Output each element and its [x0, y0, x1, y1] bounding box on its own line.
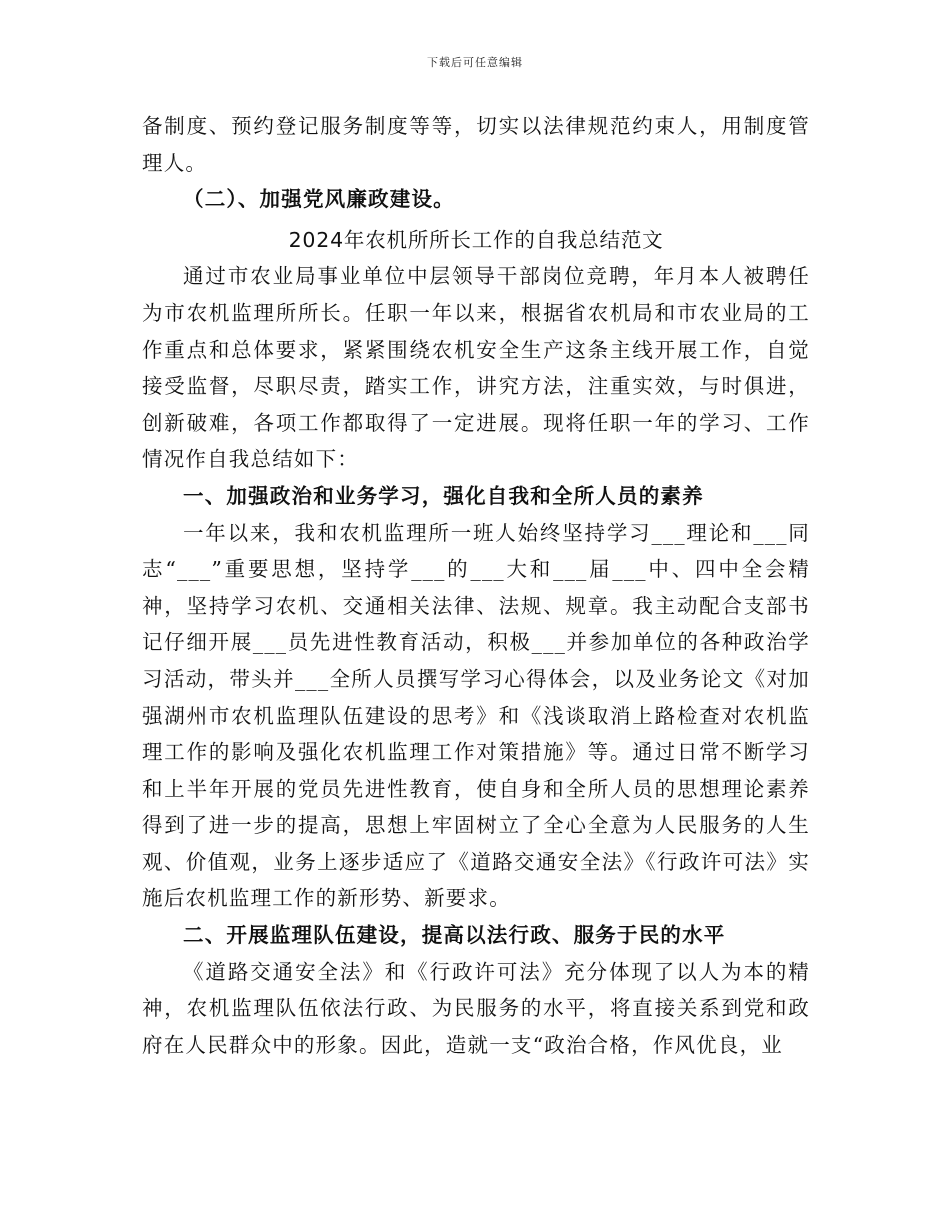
document-title: 2024年农机所所长工作的自我总结范文 — [288, 227, 664, 252]
page-header: 下载后可任意编辑 — [427, 56, 523, 69]
intro-paragraph: 通过市农业局事业单位中层领导干部岗位竞聘，年月本人被聘任为市农机监理所所长。任职一年以来，根据省农机局和市农业局的工作重点和总体要求，紧紧围绕农机安全生产这条主线开展工作，自觉接受监督，尽职尽责，踏实工作，讲究方法，注重实效，与时俱进，创新破难，各项工作都取得了一定进展。现将任职一年的学习、工作情况作自我总结如下： — [142, 264, 810, 472]
section-heading-team-building: 二、开展监理队伍建设，提高以法行政、服务于民的水平 — [183, 923, 726, 948]
continued-paragraph: 备制度、预约登记服务制度等等，切实以法律规范约束人，用制度管理人。 — [142, 114, 810, 175]
document-body — [142, 108, 810, 1063]
section-heading-study: 一、加强政治和业务学习，强化自我和全所人员的素养 — [183, 483, 704, 508]
team-building-paragraph: 《道路交通安全法》和《行政许可法》充分体现了以人为本的精神，农机监理队伍依法行政、为民服务的水平，将直接关系到党和政府在人民群众中的形象。因此，造就一支“政治合格，作风优良，业 — [142, 959, 810, 1057]
study-paragraph: 一年以来，我和农机监理所一班人始终坚持学习___理论和___同志“___”重要思想，坚持学___的___大和___届___中、四中全会精神，坚持学习农机、交通相关法律、法规、规章。我主动配合支部书记仔细开展___员先进性教育活动，积极___并参加单位的各种政治学习活动，带头并___全所人员撰写学习心得体会，以及业务论文《对加强湖州市农机监理队伍建设的思考》和《浅谈取消上路检查对农机监理工作的影响及强化农机监理工作对策措施》等。通过日常不断学习和上半年开展的党员先进性教育，使自身和全所人员的思想理论素养得到了进一步的提高，思想上牢固树立了全心全意为人民服务的人生观、价值观，业务上逐步适应了《道路交通安全法》《行政许可法》实施后农机监理工作的新形势、新要求。 — [142, 520, 810, 911]
section-heading-party-conduct: （二）、加强党风廉政建设。 — [183, 187, 455, 212]
